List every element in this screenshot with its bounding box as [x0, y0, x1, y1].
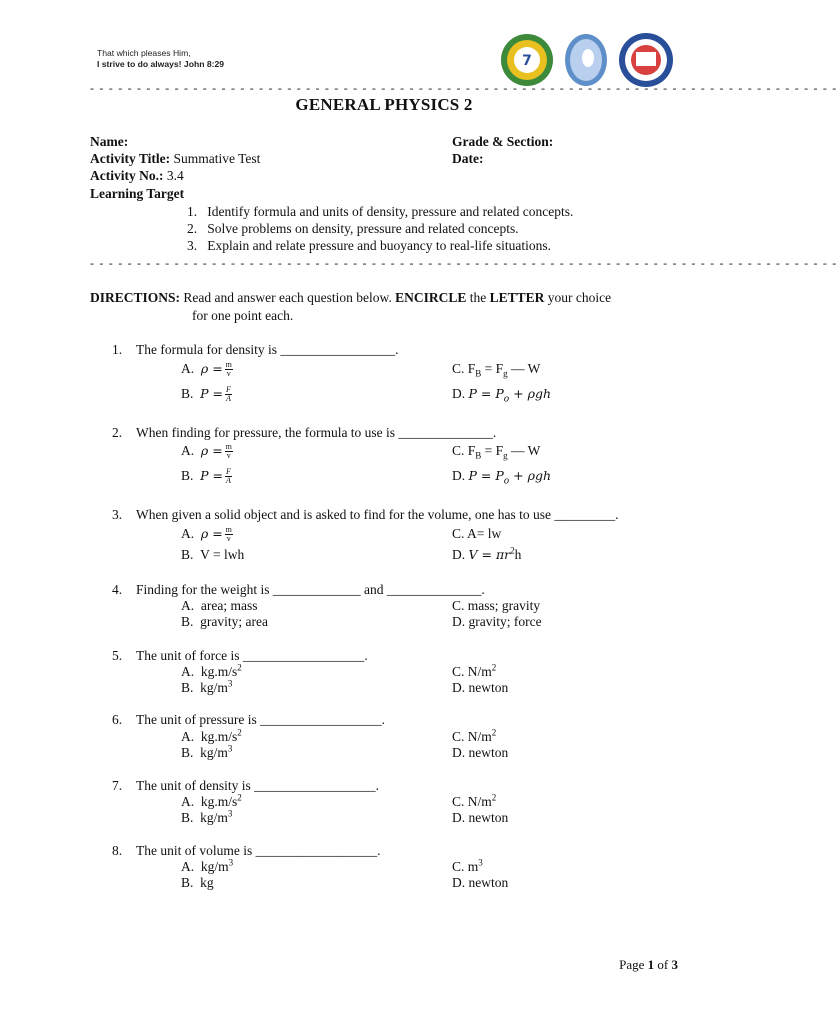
question-8: 8. The unit of volume is __________________. [112, 843, 381, 858]
q4-option-a[interactable]: A. area; mass [181, 598, 258, 613]
date-row [452, 150, 483, 167]
activity-title-row [90, 150, 260, 167]
question-6: 6. The unit of pressure is __________________. [112, 712, 385, 727]
q2-option-d[interactable]: D. $P = P_o + \rho gh$ [452, 468, 551, 487]
activity-no-label: Activity No.: [90, 168, 164, 183]
directions-label: DIRECTIONS: [90, 290, 181, 305]
question-4: 4. Finding for the weight is _____________ and ______________. [112, 582, 485, 597]
q4-option-d[interactable]: D. gravity; force [452, 614, 542, 629]
q7-option-b[interactable]: B. $kg/m^3$ [181, 808, 233, 825]
svg-text:7: 7 [522, 53, 532, 69]
page-number: Page 1 of 3 [619, 957, 678, 972]
date-label: Date: [452, 151, 484, 166]
q1-option-d[interactable]: D. $P = P_o + \rho gh$ [452, 386, 551, 405]
motto-line-2: I strive to do always! John 8:29 [97, 58, 225, 69]
q5-option-c[interactable]: C. $N/m^2$ [452, 662, 497, 679]
q6-option-b[interactable]: B. $kg/m^3$ [181, 743, 233, 760]
q8-option-a[interactable]: A. $kg/m^3$ [181, 857, 234, 874]
q7-option-a[interactable]: A. $kg.m/s^2$ [181, 792, 242, 809]
divider-top: - - - - - - - - - - - - - - - - - - - - - - - - - - - - - - - - - - - - - - - - - - - - - - - - - - - - - - - - - - - - - - - - - - - - - - - - - - - - - - - - [90, 81, 838, 95]
motto-line-1: That which pleases Him, [97, 48, 191, 58]
question-2: 2. When finding for pressure, the formula to use is ______________. [112, 425, 497, 440]
q5-option-d[interactable]: D. newton [452, 680, 509, 695]
grade-row [452, 133, 553, 150]
q5-option-b[interactable]: B. $kg/m^3$ [181, 678, 233, 695]
target-item: 1. Identify formula and units of density, pressure and related concepts. [187, 204, 574, 219]
q1-option-b[interactable]: B. P = $\frac{F}{A}$ [181, 385, 231, 404]
activity-title-label: Activity Title: [90, 151, 171, 166]
q1-option-c[interactable]: C. $F_B = F_g$ — W [452, 361, 541, 379]
name-label: Name: [90, 134, 129, 149]
q8-option-c[interactable]: C. $m^3$ [452, 857, 483, 874]
question-3: 3. When given a solid object and is asked to find for the volume, one has to use _________. [112, 507, 619, 522]
page-title: GENERAL PHYSICS 2 [295, 95, 473, 114]
q3-option-c[interactable]: C. A= lw [452, 526, 502, 541]
question-5: 5. The unit of force is __________________. [112, 648, 368, 663]
q7-option-c[interactable]: C. $N/m^2$ [452, 792, 497, 809]
school-logos [496, 32, 676, 88]
directions: DIRECTIONS: Read and answer each question below. ENCIRCLE the LETTER your choice for one point each. [90, 290, 612, 323]
activity-title-value: Summative Test [173, 151, 261, 166]
header-motto [97, 48, 224, 69]
question-1: 1. The formula for density is _________________. [112, 342, 399, 357]
question-7: 7. The unit of density is __________________. [112, 778, 379, 793]
q7-option-d[interactable]: D. newton [452, 810, 509, 825]
q4-option-b[interactable]: B. gravity; area [181, 614, 268, 629]
q2-option-a[interactable]: A. ρ = $\frac{m}{v}$ [181, 442, 232, 461]
target-item: 2. Solve problems on density, pressure and related concepts. [187, 221, 519, 236]
q8-option-b[interactable]: B. kg [181, 875, 214, 890]
q5-option-a[interactable]: A. $kg.m/s^2$ [181, 662, 242, 679]
q1-option-a[interactable]: A. ρ = $\frac{m}{v}$ [181, 360, 232, 379]
activity-no-row [90, 167, 184, 184]
q3-option-d[interactable]: D. $V = \pi r^2h$ [452, 545, 522, 562]
q3-option-a[interactable]: A. ρ = $\frac{m}{v}$ [181, 525, 232, 544]
name-row [90, 133, 128, 150]
q6-option-c[interactable]: C. $N/m^2$ [452, 727, 497, 744]
marian-oval-icon [565, 34, 607, 86]
divider-bottom: - - - - - - - - - - - - - - - - - - - - - - - - - - - - - - - - - - - - - - - - - - - - - - - - - - - - - - - - - - - - - - - - - - - - - - - - - - - - - - - - [90, 256, 838, 270]
q2-option-b[interactable]: B. P = $\frac{F}{A}$ [181, 467, 231, 486]
q3-option-b[interactable]: B. V = lwh [181, 547, 245, 562]
school-seal-icon [501, 34, 553, 86]
q8-option-d[interactable]: D. newton [452, 875, 509, 890]
q2-option-c[interactable]: C. $F_B = F_g$ — W [452, 443, 541, 461]
q4-option-c[interactable]: C. mass; gravity [452, 598, 541, 613]
deped-seal-icon [619, 33, 673, 87]
grade-label: Grade & Section: [452, 134, 554, 149]
target-item: 3. Explain and relate pressure and buoyancy to real-life situations. [187, 238, 552, 253]
learning-target-label: Learning Target [90, 186, 185, 201]
activity-no-value: 3.4 [166, 168, 184, 183]
q6-option-a[interactable]: A. $kg.m/s^2$ [181, 727, 242, 744]
q6-option-d[interactable]: D. newton [452, 745, 509, 760]
